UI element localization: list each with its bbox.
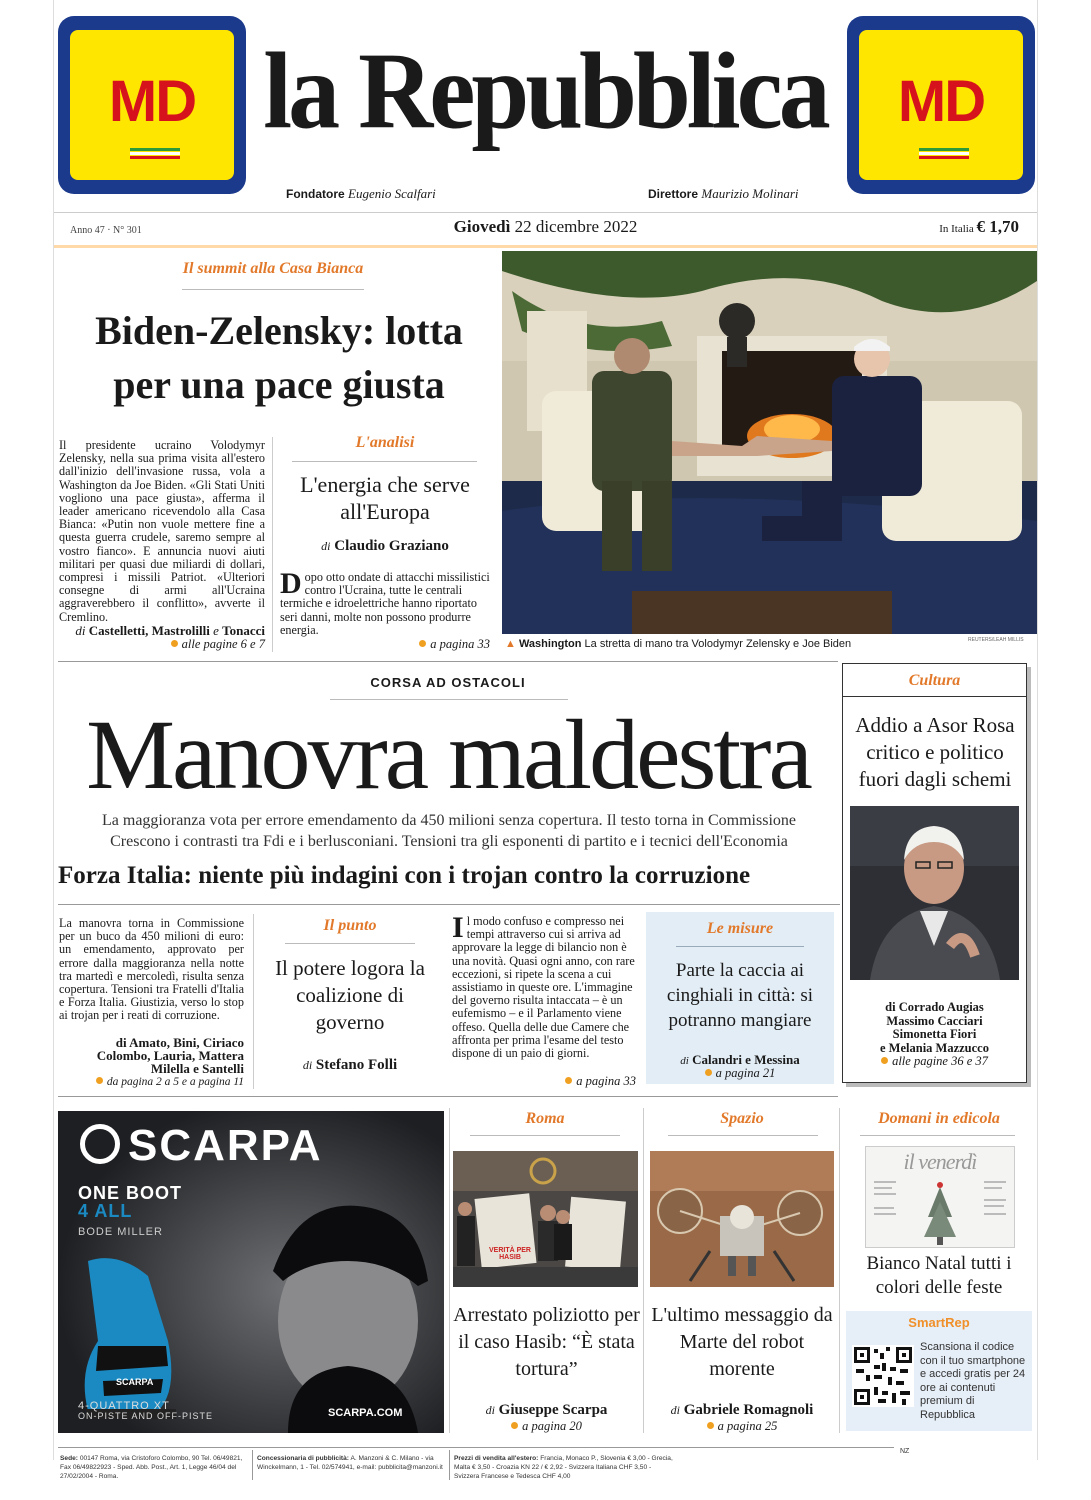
culture-pageref[interactable]: alle pagine 36 e 37 <box>843 1054 1026 1069</box>
lead-photo-credit: REUTERS/LEAH MILLIS <box>968 637 1024 643</box>
rome-sign-text: VERITÀ PER HASIB <box>488 1247 531 1261</box>
masthead-founder: Fondatore Eugenio Scalfari <box>286 186 436 201</box>
smartrep-text: Scansiona il codice con il tuo smartphone e accedi gratis per 24 ore ai contenuti premium di Repubblica <box>920 1341 1026 1421</box>
scarpa-line1: ONE BOOT <box>78 1183 183 1203</box>
lead-photo-caption: ▲ Washington La stretta di mano tra Volodymyr Zelensky e Joe Biden <box>505 638 852 650</box>
md-ad-left[interactable] <box>58 16 246 194</box>
measures-byline: di Calandri e Messina <box>680 1052 800 1067</box>
scarpa-athlete: BODE MILLER <box>78 1226 163 1238</box>
main-byline: di Amato, Bini, Ciriaco Colombo, Lauria, Mattera Milella e Santelli <box>96 1035 244 1076</box>
smartrep-box[interactable] <box>846 1311 1032 1431</box>
scarpa-boot-label: SCARPA <box>116 1377 154 1387</box>
culture-photo <box>850 806 1019 980</box>
point-headline: Il potere logora la coalizione di governo <box>275 956 425 1034</box>
measures-pageref[interactable]: a pagina 21 <box>646 1066 834 1081</box>
point-body: Il modo confuso e compresso nei tempi attraverso cui si arriva ad approvare la legge di bilancio non è una novità. Quasi ogni anno, con rare eccezioni, si ripete la scena a cui assistiamo in queste ore. L'immagine del governo risulta intaccata – è un eufemismo – e il Parlamento viene offeso. Quella delle due Camere che affronta per prima l'esame del testo dispone di un paio di giorni. <box>452 911 635 1061</box>
lead-photo-illustration <box>502 251 1037 634</box>
point-byline: di Stefano Folli <box>302 1057 398 1073</box>
measures-box <box>646 912 834 1084</box>
measures-kicker: Le misure <box>706 920 774 937</box>
scarpa-logo-icon <box>80 1124 120 1164</box>
rome-pageref[interactable]: a pagina 20 <box>453 1419 640 1434</box>
rome-headline: Arrestato poliziotto per il caso Hasib: “È stata tortura” <box>453 1304 640 1380</box>
qr-code-icon[interactable] <box>852 1345 914 1407</box>
footer-col2: Concessionaria di pubblicità: A. Manzoni & C. Milano - via Winckelmann, 1 - Tel. 02/574941, e-mail: pubblicita@manzoni.it <box>257 1455 443 1471</box>
smartrep-title: SmartRep <box>908 1315 970 1330</box>
culture-kicker: Cultura <box>908 672 961 689</box>
lead-kicker: Il summit alla Casa Bianca <box>182 260 364 277</box>
measures-headline: Parte la caccia ai cinghiali in città: si potranno mangiare <box>666 960 814 1031</box>
main-subhead: Forza Italia: niente più indagini con i trojan contro la corruzione <box>58 862 751 889</box>
md-ad-right[interactable] <box>847 16 1035 194</box>
rome-byline: di Giuseppe Scarpa <box>485 1402 608 1418</box>
rome-photo <box>453 1151 638 1287</box>
analysis-byline: di Claudio Graziano <box>321 538 449 554</box>
masthead-director: Direttore Maurizio Molinari <box>648 186 799 201</box>
main-body: La manovra torna in Commissione per un buco da 450 milioni di euro: un emendamento, approvato per errore dalla maggioranza nella notte tra martedì e mercoledì, risulta senza copertura. Tensioni tra Fratelli d'Italia e Forza Italia. Giustizia, verso lo stop ai trojan per i reati di corruzione. <box>59 916 244 1023</box>
analysis-kicker: L'analisi <box>355 434 415 451</box>
dateline-bar <box>54 212 1037 248</box>
issue-price: In Italia € 1,70 <box>939 217 1019 236</box>
masthead-title: la Repubblica <box>263 31 827 152</box>
culture-byline: di Corrado Augias Massimo Cacciari Simonetta Fiori e Melania Mazzucco <box>880 1000 989 1055</box>
point-dropcap: I <box>452 911 464 944</box>
point-kicker: Il punto <box>323 917 377 934</box>
scarpa-brand: SCARPA <box>80 1121 323 1171</box>
analysis-body: Dopo otto ondate di attacchi missilistici contro l'Ucraina, tutte le centrali termiche e idroelettriche hanno riportato seri danni, molte non possono produrre energia. <box>280 567 490 637</box>
md-logo-text: MD <box>108 69 196 134</box>
issue-number: Anno 47 · N° 301 <box>70 225 142 236</box>
lead-headline: Biden-Zelensky: lotta per una pace giusta <box>95 308 463 407</box>
main-kicker: CORSA AD OSTACOLI <box>370 675 526 690</box>
lead-photo <box>502 251 1037 634</box>
tomorrow-headline: Bianco Natal tutti i colori delle feste <box>866 1253 1012 1298</box>
footer-col3: Prezzi di vendita all'estero: Francia, Monaco P., Slovenia € 3,00 - Grecia, Malta € 3,50 - Croazia KN 22 / € 2,92 - Svizzera Italiana CHF 3,50 - Svizzera Francese e Tedesca CHF 4,00 <box>454 1455 673 1480</box>
analysis-headline: L'energia che serve all'Europa <box>300 472 470 524</box>
main-pageref[interactable]: da pagina 2 a 5 e a pagina 11 <box>59 1076 244 1088</box>
scarpa-line2: 4 ALL <box>78 1201 133 1221</box>
space-photo <box>650 1151 834 1287</box>
space-byline: di Gabriele Romagnoli <box>670 1402 814 1418</box>
culture-box <box>842 663 1027 1083</box>
lead-body: Il presidente ucraino Volodymyr Zelensky, nella sua prima visita all'estero dall'inizio dell'invasione russa, vola a Washington da Joe Biden. «Gli Stati Uniti vogliono una pace giusta», afferma il leader americano ricevendolo alla Casa Bianca: «Putin non vuole mettere fine a questa guerra crudele, saremo sempre al vostro fianco». E annuncia nuovi aiuti militari per quasi due miliardi di dollari, compresi i missili Patriot. «Ulteriori consegne di armi all'Ucraina aggraverebbero il conflitto», avverte il Cremlino. <box>59 438 265 624</box>
tomorrow-kicker: Domani in edicola <box>878 1110 1000 1127</box>
lead-byline: di Castelletti, Mastrolilli e Tonacci <box>75 623 265 638</box>
tomorrow-magazine-cover <box>865 1146 1015 1248</box>
scarpa-ad[interactable] <box>58 1111 444 1433</box>
analysis-dropcap: D <box>280 567 302 600</box>
space-pageref[interactable]: a pagina 25 <box>647 1419 837 1434</box>
space-headline: L'ultimo messaggio da Marte del robot morente <box>651 1304 833 1380</box>
magazine-title: il venerdì <box>903 1149 977 1174</box>
footer-code: NZ <box>900 1448 910 1455</box>
lead-pageref[interactable]: alle pagine 6 e 7 <box>59 637 265 652</box>
issue-date: Giovedì 22 dicembre 2022 <box>453 217 638 236</box>
main-headline: Manovra maldestra <box>86 699 810 810</box>
footer-col1: Sede: 00147 Roma, via Cristoforo Colombo, 90 Tel. 06/49821, Fax 06/49822923 - Sped. Abb. Post., Art. 1, Legge 46/04 del 27/02/2004 - Roma. <box>60 1455 243 1480</box>
analysis-pageref[interactable]: a pagina 33 <box>280 637 490 652</box>
scarpa-url[interactable]: SCARPA.COM <box>328 1407 403 1419</box>
rome-kicker: Roma <box>525 1110 565 1127</box>
main-deck: La maggioranza vota per errore emendamento da 450 milioni senza copertura. Il testo torna in Commissione Crescono i contrasti tra Fdi e i berlusconiani. Tensioni tra gli esponenti di partito e i tecnici dell'Economia <box>102 812 796 850</box>
scarpa-product: 4-QUATTRO XT <box>78 1400 170 1412</box>
space-kicker: Spazio <box>720 1110 764 1127</box>
culture-headline: Addio a Asor Rosa critico e politico fuori dagli schemi <box>855 713 1015 791</box>
point-pageref[interactable]: a pagina 33 <box>452 1074 636 1089</box>
md-logo-text: MD <box>897 69 985 134</box>
scarpa-product-sub: ON-PISTE AND OFF-PISTE <box>78 1411 214 1421</box>
